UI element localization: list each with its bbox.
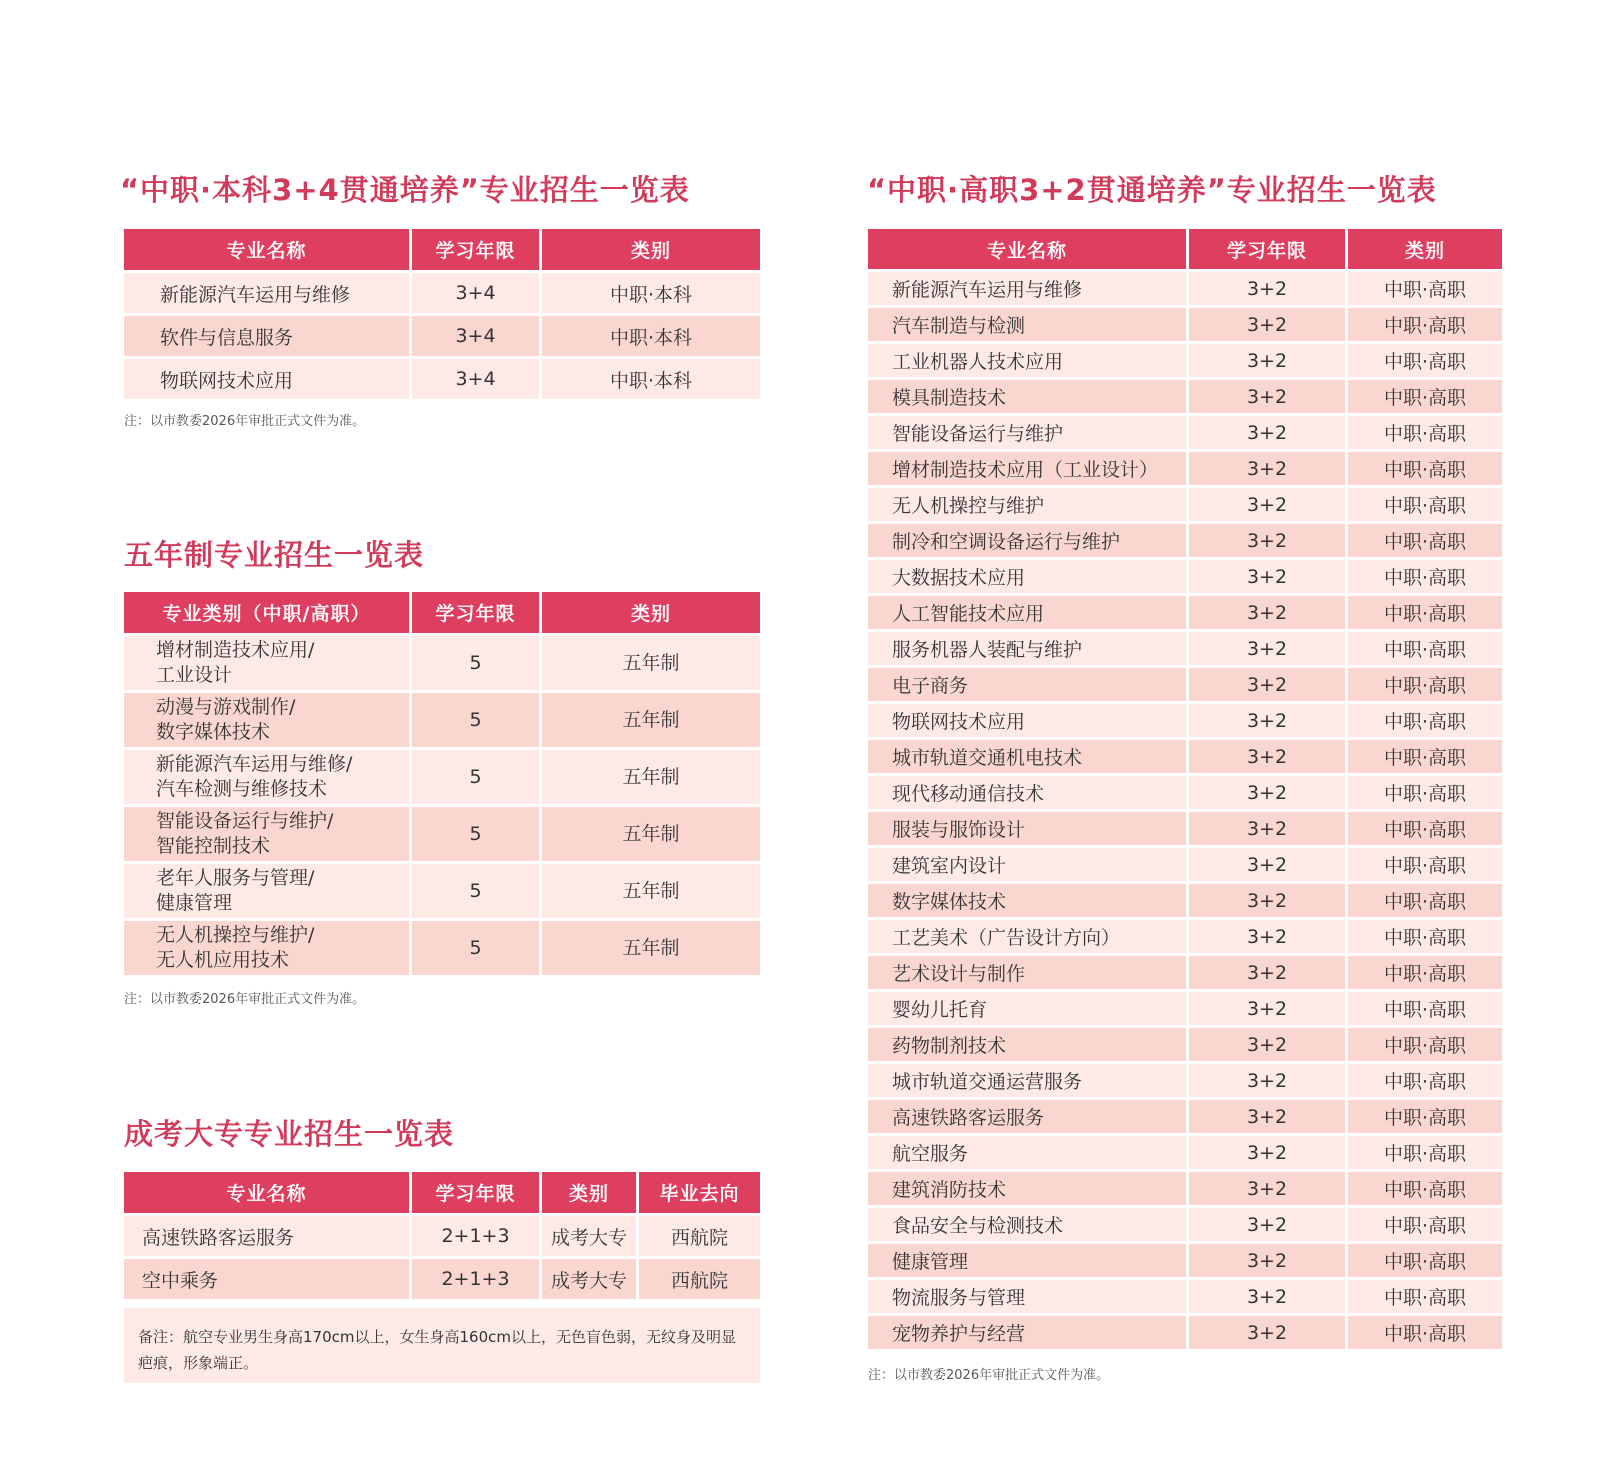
table-cell: 航空服务 — [868, 1136, 1186, 1169]
table-cell: 成考大专 — [542, 1259, 636, 1299]
table-row — [868, 920, 1502, 953]
table-cell: 3+2 — [1189, 704, 1345, 737]
table-cell: 5 — [412, 807, 539, 861]
table-cell: 中职·高职 — [1348, 1172, 1502, 1205]
table-cell: 电子商务 — [868, 668, 1186, 701]
column-header: 学习年限 — [412, 592, 539, 633]
table-cell: 3+2 — [1189, 992, 1345, 1025]
table-cell: 工业机器人技术应用 — [868, 344, 1186, 377]
table-row — [868, 1208, 1502, 1241]
table-row — [124, 921, 760, 975]
table-row — [868, 560, 1502, 593]
table-cell: 中职·高职 — [1348, 992, 1502, 1025]
table-cell: 中职·高职 — [1348, 1100, 1502, 1133]
table-cell: 中职·高职 — [1348, 1244, 1502, 1277]
table-cell: 3+2 — [1189, 740, 1345, 773]
remark-adult-college: 备注：航空专业男生身高170cm以上，女生身高160cm以上，无色盲色弱，无纹身及明显疤痕，形象端正。 — [124, 1308, 760, 1383]
column-header: 类别 — [542, 592, 760, 633]
table-row — [868, 884, 1502, 917]
column-header: 学习年限 — [412, 229, 539, 270]
table-cell: 中职·高职 — [1348, 1028, 1502, 1061]
table-cell: 高速铁路客运服务 — [868, 1100, 1186, 1133]
table-cell: 3+2 — [1189, 596, 1345, 629]
table-cell: 大数据技术应用 — [868, 560, 1186, 593]
table-row — [868, 668, 1502, 701]
table-cell: 婴幼儿托育 — [868, 992, 1186, 1025]
table-row — [868, 488, 1502, 521]
table-cell: 中职·高职 — [1348, 1280, 1502, 1313]
table-cell: 老年人服务与管理/ 健康管理 — [124, 864, 409, 918]
column-header: 专业名称 — [124, 1172, 409, 1213]
table-cell: 中职·高职 — [1348, 1136, 1502, 1169]
table-cell: 3+2 — [1189, 1316, 1345, 1349]
table-cell: 2+1+3 — [412, 1259, 539, 1299]
table-cell: 五年制 — [542, 807, 760, 861]
table-cell: 中职·高职 — [1348, 776, 1502, 809]
table-cell: 中职·高职 — [1348, 884, 1502, 917]
table-row — [868, 992, 1502, 1025]
table-row — [868, 956, 1502, 989]
table-row — [868, 1136, 1502, 1169]
table-row — [868, 1100, 1502, 1133]
table-cell: 物联网技术应用 — [124, 359, 409, 399]
table-cell: 人工智能技术应用 — [868, 596, 1186, 629]
table-cell: 5 — [412, 921, 539, 975]
table-cell: 3+2 — [1189, 1064, 1345, 1097]
table-cell: 3+2 — [1189, 1136, 1345, 1169]
table-cell: 城市轨道交通运营服务 — [868, 1064, 1186, 1097]
table-row — [868, 524, 1502, 557]
column-header: 毕业去向 — [639, 1172, 760, 1213]
table-cell: 3+2 — [1189, 416, 1345, 449]
table-cell: 中职·高职 — [1348, 848, 1502, 881]
table-cell: 3+2 — [1189, 452, 1345, 485]
table-cell: 5 — [412, 750, 539, 804]
table-cell: 3+2 — [1189, 956, 1345, 989]
table-cell: 3+2 — [1189, 668, 1345, 701]
table-cell: 城市轨道交通机电技术 — [868, 740, 1186, 773]
table-cell: 3+2 — [1189, 488, 1345, 521]
title-five-year: 五年制专业招生一览表 — [124, 538, 425, 572]
table-cell: 3+2 — [1189, 1100, 1345, 1133]
table-cell: 3+2 — [1189, 308, 1345, 341]
table-row — [868, 596, 1502, 629]
table-3plus4 — [121, 226, 763, 402]
table-cell: 动漫与游戏制作/ 数字媒体技术 — [124, 693, 409, 747]
table-cell: 中职·高职 — [1348, 308, 1502, 341]
table-cell: 增材制造技术应用（工业设计） — [868, 452, 1186, 485]
table-cell: 3+2 — [1189, 524, 1345, 557]
table-cell: 物联网技术应用 — [868, 704, 1186, 737]
table-row — [868, 380, 1502, 413]
table-cell: 3+2 — [1189, 380, 1345, 413]
table-cell: 中职·高职 — [1348, 920, 1502, 953]
table-row — [868, 704, 1502, 737]
table-cell: 智能设备运行与维护 — [868, 416, 1186, 449]
table-cell: 数字媒体技术 — [868, 884, 1186, 917]
table-cell: 3+4 — [412, 359, 539, 399]
table-cell: 空中乘务 — [124, 1259, 409, 1299]
table-cell: 五年制 — [542, 750, 760, 804]
table-row — [868, 740, 1502, 773]
table-cell: 新能源汽车运用与维修/ 汽车检测与维修技术 — [124, 750, 409, 804]
table-cell: 西航院 — [639, 1216, 760, 1256]
table-cell: 制冷和空调设备运行与维护 — [868, 524, 1186, 557]
table-cell: 智能设备运行与维护/ 智能控制技术 — [124, 807, 409, 861]
table-cell: 成考大专 — [542, 1216, 636, 1256]
table-cell: 软件与信息服务 — [124, 316, 409, 356]
table-row — [124, 316, 760, 356]
table-cell: 3+2 — [1189, 1280, 1345, 1313]
table-cell: 中职·高职 — [1348, 416, 1502, 449]
table-row — [868, 1172, 1502, 1205]
table-cell: 3+2 — [1189, 1028, 1345, 1061]
table-row — [868, 452, 1502, 485]
table-cell: 中职·高职 — [1348, 956, 1502, 989]
table-row — [868, 344, 1502, 377]
table-cell: 3+2 — [1189, 848, 1345, 881]
column-header: 学习年限 — [412, 1172, 539, 1213]
table-cell: 中职·高职 — [1348, 272, 1502, 305]
note-3plus4: 注：以市教委2026年审批正式文件为准。 — [124, 414, 366, 429]
table-cell: 3+2 — [1189, 776, 1345, 809]
table-cell: 中职·高职 — [1348, 1064, 1502, 1097]
table-cell: 3+2 — [1189, 1172, 1345, 1205]
column-header: 专业类别（中职/高职） — [124, 592, 409, 633]
table-row — [868, 1316, 1502, 1349]
table-cell: 汽车制造与检测 — [868, 308, 1186, 341]
column-header: 专业名称 — [868, 229, 1186, 269]
table-cell: 中职·本科 — [542, 359, 760, 399]
table-row — [868, 272, 1502, 305]
table-row — [868, 632, 1502, 665]
table-cell: 3+2 — [1189, 344, 1345, 377]
table-row — [868, 1244, 1502, 1277]
table-row — [124, 359, 760, 399]
table-cell: 5 — [412, 693, 539, 747]
table-cell: 中职·高职 — [1348, 380, 1502, 413]
table-row — [124, 750, 760, 804]
table-cell: 服务机器人装配与维护 — [868, 632, 1186, 665]
column-header: 类别 — [542, 229, 760, 270]
table-cell: 中职·高职 — [1348, 704, 1502, 737]
table-cell: 中职·高职 — [1348, 452, 1502, 485]
table-cell: 3+4 — [412, 273, 539, 313]
table-cell: 工艺美术（广告设计方向） — [868, 920, 1186, 953]
table-cell: 3+2 — [1189, 632, 1345, 665]
table-cell: 增材制造技术应用/ 工业设计 — [124, 636, 409, 690]
table-cell: 中职·高职 — [1348, 1316, 1502, 1349]
table-cell: 中职·高职 — [1348, 812, 1502, 845]
table-cell: 中职·高职 — [1348, 524, 1502, 557]
table-cell: 2+1+3 — [412, 1216, 539, 1256]
table-row — [868, 416, 1502, 449]
column-header: 专业名称 — [124, 229, 409, 270]
column-header: 类别 — [1348, 229, 1502, 269]
table-cell: 中职·高职 — [1348, 668, 1502, 701]
table-cell: 3+2 — [1189, 884, 1345, 917]
table-row — [868, 812, 1502, 845]
table-cell: 高速铁路客运服务 — [124, 1216, 409, 1256]
table-row — [868, 308, 1502, 341]
table-cell: 中职·本科 — [542, 316, 760, 356]
note-five-year: 注：以市教委2026年审批正式文件为准。 — [124, 992, 366, 1007]
table-cell: 建筑室内设计 — [868, 848, 1186, 881]
table-cell: 5 — [412, 636, 539, 690]
table-cell: 无人机操控与维护 — [868, 488, 1186, 521]
table-row — [868, 848, 1502, 881]
table-cell: 新能源汽车运用与维修 — [868, 272, 1186, 305]
table-cell: 3+4 — [412, 316, 539, 356]
table-five-year — [121, 589, 763, 978]
table-cell: 西航院 — [639, 1259, 760, 1299]
column-header: 学习年限 — [1189, 229, 1345, 269]
table-cell: 五年制 — [542, 921, 760, 975]
table-row — [124, 1259, 760, 1299]
table-cell: 3+2 — [1189, 1244, 1345, 1277]
table-row — [124, 636, 760, 690]
column-header: 类别 — [542, 1172, 636, 1213]
table-cell: 中职·高职 — [1348, 740, 1502, 773]
table-cell: 现代移动通信技术 — [868, 776, 1186, 809]
title-adult-college: 成考大专专业招生一览表 — [124, 1117, 455, 1151]
table-row — [124, 693, 760, 747]
table-row — [124, 864, 760, 918]
table-cell: 新能源汽车运用与维修 — [124, 273, 409, 313]
table-cell: 五年制 — [542, 636, 760, 690]
table-cell: 艺术设计与制作 — [868, 956, 1186, 989]
table-cell: 宠物养护与经营 — [868, 1316, 1186, 1349]
table-cell: 中职·高职 — [1348, 344, 1502, 377]
table-row — [868, 1028, 1502, 1061]
table-cell: 3+2 — [1189, 560, 1345, 593]
table-row — [868, 776, 1502, 809]
table-row — [124, 273, 760, 313]
table-row — [868, 1064, 1502, 1097]
table-cell: 服装与服饰设计 — [868, 812, 1186, 845]
table-row — [124, 1216, 760, 1256]
table-cell: 中职·本科 — [542, 273, 760, 313]
table-cell: 3+2 — [1189, 1208, 1345, 1241]
table-row — [868, 1280, 1502, 1313]
table-cell: 健康管理 — [868, 1244, 1186, 1277]
table-cell: 3+2 — [1189, 812, 1345, 845]
note-3plus2: 注：以市教委2026年审批正式文件为准。 — [868, 1368, 1110, 1383]
table-row — [124, 807, 760, 861]
table-cell: 建筑消防技术 — [868, 1172, 1186, 1205]
table-cell: 无人机操控与维护/ 无人机应用技术 — [124, 921, 409, 975]
table-cell: 五年制 — [542, 693, 760, 747]
table-cell: 物流服务与管理 — [868, 1280, 1186, 1313]
table-cell: 模具制造技术 — [868, 380, 1186, 413]
table-adult-college — [121, 1169, 763, 1302]
table-cell: 中职·高职 — [1348, 488, 1502, 521]
title-3plus4: “中职·本科3+4贯通培养”专业招生一览表 — [120, 173, 690, 207]
table-cell: 食品安全与检测技术 — [868, 1208, 1186, 1241]
table-cell: 3+2 — [1189, 272, 1345, 305]
table-cell: 中职·高职 — [1348, 1208, 1502, 1241]
table-cell: 3+2 — [1189, 920, 1345, 953]
table-cell: 中职·高职 — [1348, 596, 1502, 629]
table-cell: 五年制 — [542, 864, 760, 918]
table-cell: 中职·高职 — [1348, 560, 1502, 593]
table-cell: 5 — [412, 864, 539, 918]
table-cell: 中职·高职 — [1348, 632, 1502, 665]
table-cell: 药物制剂技术 — [868, 1028, 1186, 1061]
title-3plus2: “中职·高职3+2贯通培养”专业招生一览表 — [867, 173, 1437, 207]
table-3plus2 — [865, 226, 1505, 1352]
